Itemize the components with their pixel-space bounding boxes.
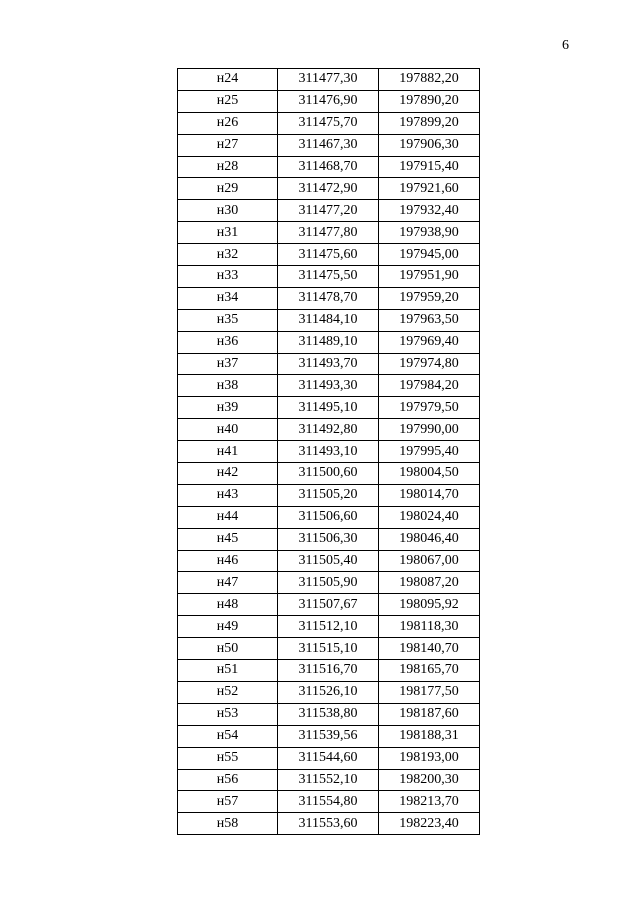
point-id-cell: н44	[178, 506, 278, 528]
y-coordinate-cell: 198024,40	[379, 506, 480, 528]
table-row	[178, 616, 480, 638]
table-row	[178, 397, 480, 419]
x-coordinate-cell: 311472,90	[278, 178, 379, 200]
y-coordinate-cell: 197945,00	[379, 244, 480, 266]
y-coordinate-cell: 198046,40	[379, 528, 480, 550]
table-row	[178, 572, 480, 594]
x-coordinate-cell: 311505,90	[278, 572, 379, 594]
x-coordinate-cell: 311505,40	[278, 550, 379, 572]
y-coordinate-cell: 197969,40	[379, 331, 480, 353]
x-coordinate-cell: 311512,10	[278, 616, 379, 638]
point-id-cell: н33	[178, 266, 278, 288]
point-id-cell: н34	[178, 287, 278, 309]
y-coordinate-cell: 197915,40	[379, 156, 480, 178]
point-id-cell: н58	[178, 813, 278, 835]
table-row	[178, 178, 480, 200]
table-row	[178, 594, 480, 616]
point-id-cell: н35	[178, 309, 278, 331]
y-coordinate-cell: 198213,70	[379, 791, 480, 813]
y-coordinate-cell: 198014,70	[379, 484, 480, 506]
table-row	[178, 703, 480, 725]
x-coordinate-cell: 311495,10	[278, 397, 379, 419]
x-coordinate-cell: 311506,60	[278, 506, 379, 528]
table-row	[178, 375, 480, 397]
table-row	[178, 813, 480, 835]
x-coordinate-cell: 311484,10	[278, 309, 379, 331]
table-row	[178, 309, 480, 331]
x-coordinate-cell: 311492,80	[278, 419, 379, 441]
x-coordinate-cell: 311489,10	[278, 331, 379, 353]
x-coordinate-cell: 311516,70	[278, 660, 379, 682]
y-coordinate-cell: 197959,20	[379, 287, 480, 309]
y-coordinate-cell: 198087,20	[379, 572, 480, 594]
x-coordinate-cell: 311468,70	[278, 156, 379, 178]
table-row	[178, 331, 480, 353]
x-coordinate-cell: 311506,30	[278, 528, 379, 550]
y-coordinate-cell: 197899,20	[379, 112, 480, 134]
x-coordinate-cell: 311552,10	[278, 769, 379, 791]
y-coordinate-cell: 197906,30	[379, 134, 480, 156]
y-coordinate-cell: 197951,90	[379, 266, 480, 288]
table-row	[178, 69, 480, 91]
point-id-cell: н52	[178, 681, 278, 703]
table-row	[178, 747, 480, 769]
point-id-cell: н32	[178, 244, 278, 266]
table-row	[178, 463, 480, 485]
table-row	[178, 528, 480, 550]
point-id-cell: н50	[178, 638, 278, 660]
table-row	[178, 725, 480, 747]
point-id-cell: н26	[178, 112, 278, 134]
table-row	[178, 287, 480, 309]
x-coordinate-cell: 311515,10	[278, 638, 379, 660]
point-id-cell: н56	[178, 769, 278, 791]
x-coordinate-cell: 311493,30	[278, 375, 379, 397]
point-id-cell: н54	[178, 725, 278, 747]
y-coordinate-cell: 198200,30	[379, 769, 480, 791]
coordinates-table	[177, 68, 480, 835]
x-coordinate-cell: 311493,70	[278, 353, 379, 375]
point-id-cell: н31	[178, 222, 278, 244]
point-id-cell: н53	[178, 703, 278, 725]
x-coordinate-cell: 311476,90	[278, 90, 379, 112]
y-coordinate-cell: 198165,70	[379, 660, 480, 682]
x-coordinate-cell: 311477,20	[278, 200, 379, 222]
y-coordinate-cell: 198223,40	[379, 813, 480, 835]
y-coordinate-cell: 198188,31	[379, 725, 480, 747]
table-row	[178, 134, 480, 156]
table-row	[178, 441, 480, 463]
x-coordinate-cell: 311493,10	[278, 441, 379, 463]
x-coordinate-cell: 311553,60	[278, 813, 379, 835]
table-row	[178, 266, 480, 288]
table-row	[178, 419, 480, 441]
table-row	[178, 484, 480, 506]
y-coordinate-cell: 198118,30	[379, 616, 480, 638]
table-row	[178, 244, 480, 266]
table-row	[178, 769, 480, 791]
x-coordinate-cell: 311475,60	[278, 244, 379, 266]
x-coordinate-cell: 311475,50	[278, 266, 379, 288]
point-id-cell: н39	[178, 397, 278, 419]
point-id-cell: н40	[178, 419, 278, 441]
x-coordinate-cell: 311478,70	[278, 287, 379, 309]
y-coordinate-cell: 198004,50	[379, 463, 480, 485]
y-coordinate-cell: 197984,20	[379, 375, 480, 397]
point-id-cell: н43	[178, 484, 278, 506]
x-coordinate-cell: 311477,30	[278, 69, 379, 91]
table-row	[178, 681, 480, 703]
y-coordinate-cell: 197963,50	[379, 309, 480, 331]
x-coordinate-cell: 311467,30	[278, 134, 379, 156]
table-row	[178, 506, 480, 528]
point-id-cell: н46	[178, 550, 278, 572]
x-coordinate-cell: 311539,56	[278, 725, 379, 747]
x-coordinate-cell: 311544,60	[278, 747, 379, 769]
point-id-cell: н47	[178, 572, 278, 594]
x-coordinate-cell: 311477,80	[278, 222, 379, 244]
y-coordinate-cell: 198067,00	[379, 550, 480, 572]
x-coordinate-cell: 311554,80	[278, 791, 379, 813]
x-coordinate-cell: 311526,10	[278, 681, 379, 703]
table-row	[178, 90, 480, 112]
table-row	[178, 222, 480, 244]
y-coordinate-cell: 198193,00	[379, 747, 480, 769]
table-row	[178, 550, 480, 572]
y-coordinate-cell: 197995,40	[379, 441, 480, 463]
point-id-cell: н55	[178, 747, 278, 769]
point-id-cell: н51	[178, 660, 278, 682]
y-coordinate-cell: 198187,60	[379, 703, 480, 725]
point-id-cell: н41	[178, 441, 278, 463]
x-coordinate-cell: 311538,80	[278, 703, 379, 725]
y-coordinate-cell: 197890,20	[379, 90, 480, 112]
table-row	[178, 638, 480, 660]
table-row	[178, 660, 480, 682]
table-row	[178, 112, 480, 134]
point-id-cell: н27	[178, 134, 278, 156]
point-id-cell: н45	[178, 528, 278, 550]
point-id-cell: н42	[178, 463, 278, 485]
point-id-cell: н24	[178, 69, 278, 91]
point-id-cell: н49	[178, 616, 278, 638]
table-row	[178, 791, 480, 813]
point-id-cell: н36	[178, 331, 278, 353]
point-id-cell: н48	[178, 594, 278, 616]
point-id-cell: н28	[178, 156, 278, 178]
point-id-cell: н57	[178, 791, 278, 813]
y-coordinate-cell: 198177,50	[379, 681, 480, 703]
y-coordinate-cell: 197990,00	[379, 419, 480, 441]
page-number: 6	[562, 38, 569, 53]
y-coordinate-cell: 197882,20	[379, 69, 480, 91]
x-coordinate-cell: 311505,20	[278, 484, 379, 506]
y-coordinate-cell: 198140,70	[379, 638, 480, 660]
y-coordinate-cell: 197979,50	[379, 397, 480, 419]
point-id-cell: н38	[178, 375, 278, 397]
y-coordinate-cell: 197932,40	[379, 200, 480, 222]
x-coordinate-cell: 311500,60	[278, 463, 379, 485]
point-id-cell: н37	[178, 353, 278, 375]
y-coordinate-cell: 197974,80	[379, 353, 480, 375]
coordinates-table-body	[178, 69, 480, 835]
y-coordinate-cell: 197921,60	[379, 178, 480, 200]
point-id-cell: н25	[178, 90, 278, 112]
x-coordinate-cell: 311507,67	[278, 594, 379, 616]
y-coordinate-cell: 197938,90	[379, 222, 480, 244]
table-row	[178, 156, 480, 178]
x-coordinate-cell: 311475,70	[278, 112, 379, 134]
point-id-cell: н30	[178, 200, 278, 222]
table-row	[178, 200, 480, 222]
table-row	[178, 353, 480, 375]
point-id-cell: н29	[178, 178, 278, 200]
y-coordinate-cell: 198095,92	[379, 594, 480, 616]
